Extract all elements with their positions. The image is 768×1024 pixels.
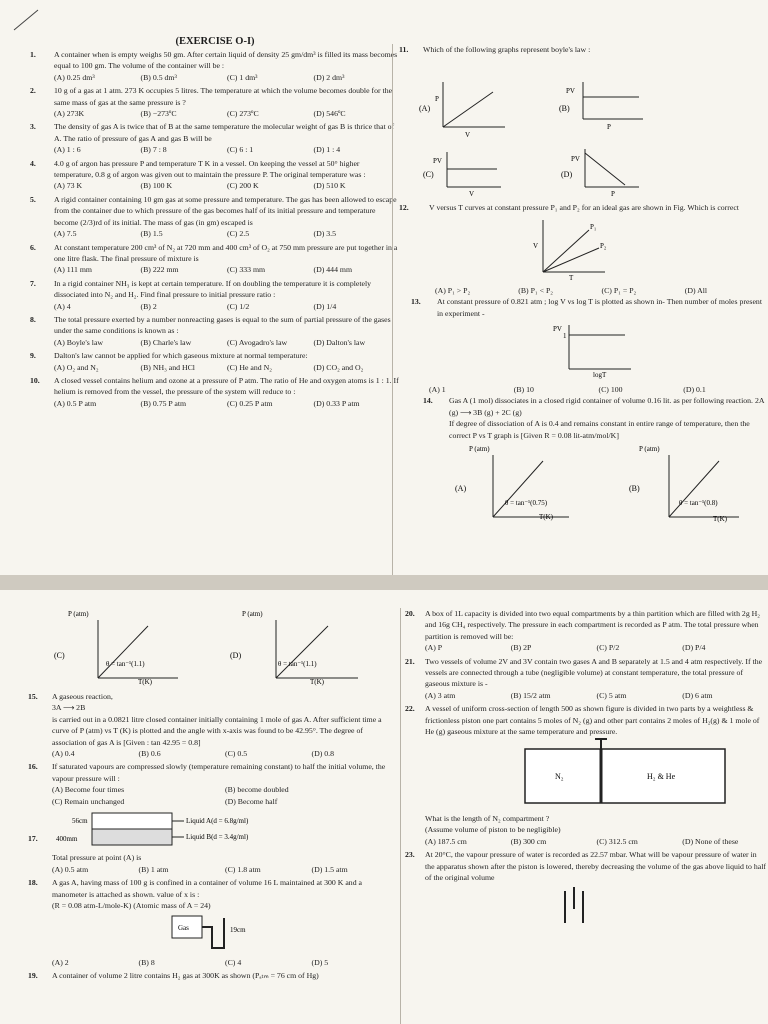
question-number: 5.	[30, 194, 36, 204]
question-3	[30, 121, 400, 155]
right-column	[392, 44, 768, 575]
question-4	[30, 158, 400, 192]
log-graph	[393, 321, 763, 379]
question-options	[54, 337, 400, 348]
curve-p1	[543, 230, 589, 272]
option[interactable]: (A) 2	[52, 957, 69, 967]
graph-c-line	[98, 626, 148, 678]
option[interactable]: (C) 100	[598, 385, 623, 395]
graph-a-x-label: V	[465, 131, 471, 140]
question-text-2: If degree of dissociation of A is 0.4 and remains constant in entire range of temperature, then the correct P vs T graph is [Given R = 0.08 lit-atm/mol/K]	[449, 419, 750, 440]
question-13	[393, 296, 768, 319]
graph-d-label: (D)	[230, 651, 242, 660]
question-text: 4.0 g of argon has pressure P and temperature T K in a vessel. On keeping the vessel at 50° higher temperature, 0.8 g of argon was given out to maintain the pressure P. The original temperature was :	[54, 158, 366, 180]
option[interactable]: (A) 0.5 atm	[52, 864, 89, 874]
question-text: Total pressure at point (A) is	[52, 853, 142, 863]
graph-d-angle: θ = tan⁻¹(1.1)	[278, 660, 317, 668]
q20-options	[425, 642, 768, 653]
question-1	[30, 49, 400, 83]
height-2-label: 400mm	[56, 835, 78, 844]
question-text: In a rigid container NH₃ is kept at certain temperature. If on doubling the temperature it is completely dissociated into N₂ and H₂. Find final pressure to initial pressure ratio :	[54, 278, 372, 300]
graph-d-x-label: P	[611, 190, 615, 198]
option[interactable]: (D) Dalton's law	[313, 337, 366, 347]
option[interactable]: (A) O₂ and N₂	[54, 362, 99, 372]
liquid-a-box	[92, 813, 172, 829]
reaction: 3A ⟶ 2B	[52, 703, 86, 713]
option[interactable]: (C) 4	[225, 957, 242, 967]
question-options	[54, 301, 400, 312]
option[interactable]: (B) 1 atm	[138, 864, 169, 874]
option[interactable]: (A) 7.5	[54, 229, 77, 239]
option[interactable]: (C) He and N₂	[227, 362, 272, 372]
question-number: 6.	[30, 242, 36, 252]
graph-c-label: (C)	[54, 651, 65, 660]
graph-b-y-label: PV	[566, 87, 575, 96]
question-text: A rigid container containing 10 gm gas at some pressure and temperature. The gas has been allowed to escape from the container due to which pressure of the gas becomes half of its initial pressure and temperature become (2/3)rd of its initial. The mass of gas (in gm) escaped is	[54, 194, 397, 227]
question-text: The total pressure exerted by a number nonreacting gases is equal to the sum of partial pressure of the gases under the same conditions is known as :	[54, 314, 391, 336]
option[interactable]: (B) P₁ < P₂	[518, 285, 553, 295]
option[interactable]: (B) 7 : 8	[140, 145, 167, 155]
option[interactable]: (A) 273K	[54, 109, 85, 119]
worksheet-page-bottom	[0, 590, 768, 1024]
option[interactable]: (B) become doubled	[225, 785, 289, 795]
question-list	[30, 49, 400, 409]
question-8	[30, 314, 400, 348]
option[interactable]: (B) 2	[140, 301, 157, 311]
graph-d-label: (D)	[561, 170, 573, 180]
option[interactable]: (D) 510 K	[313, 181, 346, 191]
question-9	[30, 350, 400, 373]
option[interactable]: (D) 6 atm	[682, 690, 713, 700]
question-text: Which of the following graphs represent boyle's law :	[423, 45, 591, 54]
graph-b-y-label: P (atm)	[639, 445, 660, 454]
liquid-a-label: Liquid A(d = 6.8g/ml)	[186, 817, 249, 826]
option[interactable]: (A) 73 K	[54, 181, 83, 191]
graph-b-angle: θ = tan⁻¹(0.8)	[679, 499, 718, 508]
option[interactable]: (C) Avogadro's law	[227, 337, 288, 347]
q13-options	[393, 384, 768, 395]
question-number: 15.	[28, 692, 38, 701]
question-text: A container when is empty weighs 50 gm. After certain liquid of density 25 gm/dm³ is filled its mass becomes equal to 100 gm. The volume of the container will be :	[54, 50, 398, 71]
option[interactable]: (D) 3.5	[313, 229, 337, 239]
question-number: 22.	[405, 704, 415, 714]
option[interactable]: (C) 333 mm	[227, 265, 266, 275]
option[interactable]: (D) 0.1	[683, 385, 706, 395]
graph-a-label: (A)	[455, 484, 467, 494]
option[interactable]: (B) 0.75 P atm	[140, 398, 187, 408]
pt-graphs-cd	[28, 608, 398, 686]
curve-p2	[543, 248, 599, 272]
question-text-2: is carried out in a 0.0821 litre closed container initially containing 1 mole of gas A. After sufficient time a curve of P (atm) vs T (K) is plotted and the angle with x-axis was found to be 42.95°. The degree of association of gas A is [Given : tan 42.95 = 0.8]	[52, 714, 382, 747]
question-text: V versus T curves at constant pressure P₁ and P₂ for an ideal gas are shown in Fig. Which is correct	[429, 203, 739, 213]
option[interactable]: (C) 2.5	[227, 229, 250, 239]
option[interactable]: (C) P₁ = P₂	[601, 285, 637, 295]
option[interactable]: (A) Become four times	[52, 785, 125, 795]
question-options	[54, 264, 400, 275]
option[interactable]: (C) 312.5 cm	[596, 836, 638, 846]
option[interactable]: (D) 1 : 4	[313, 145, 341, 155]
boyle-graphs	[393, 57, 763, 197]
question-number: 20.	[405, 609, 415, 618]
option[interactable]: (C) 1/2	[227, 301, 250, 311]
graph-c-y-label: PV	[433, 157, 442, 166]
question-text: If saturated vapours are compressed slowly (temperature remaining constant) to half the initial volume, the vapour pressure will :	[52, 762, 386, 783]
option[interactable]: (A) 4	[54, 301, 71, 311]
y-tick: 1	[563, 332, 567, 341]
question-number: 12.	[399, 203, 409, 213]
option[interactable]: (D) CO₂ and O₂	[313, 362, 364, 372]
option[interactable]: (B) 0.6	[138, 749, 161, 759]
option[interactable]: (A) 187.5 cm	[425, 836, 467, 846]
option[interactable]: (B) NH₃ and HCl	[140, 362, 195, 372]
q15-options	[52, 748, 398, 759]
option[interactable]: (B) 1.5	[140, 229, 163, 239]
question-text: At constant pressure of 0.821 atm ; log V vs log T is plotted as shown in- Then number of moles present in experiment -	[437, 297, 762, 318]
question-14	[393, 395, 768, 441]
question-17	[28, 809, 398, 875]
y-label: PV	[553, 325, 562, 334]
right-column	[400, 608, 768, 1024]
option[interactable]: (D) P/4	[682, 643, 706, 653]
graph-c-x-label: V	[469, 190, 475, 198]
option[interactable]: (C) 200 K	[227, 181, 259, 191]
q22-options	[425, 836, 768, 847]
question-text: At constant temperature 200 cm³ of N₂ at 720 mm and 400 cm³ of O₂ at 750 mm pressure are put together in a one litre flask. The final pressure of mixture is	[54, 242, 398, 263]
graph-b-line	[669, 461, 719, 517]
question-text: Dalton's law cannot be applied for which gaseous mixture at normal temperature:	[54, 351, 308, 361]
v-vs-t-graph	[393, 216, 763, 280]
question-15	[28, 691, 398, 759]
option[interactable]: (B) Charle's law	[140, 337, 192, 347]
q12-options	[393, 285, 768, 296]
question-number: 14.	[423, 396, 433, 406]
question-23	[401, 849, 768, 927]
question-options	[54, 108, 400, 119]
height-label: 19cm	[230, 925, 246, 934]
option[interactable]: (A) 111 mm	[54, 265, 92, 275]
question-6	[30, 242, 400, 276]
option[interactable]: (D) Become half	[225, 796, 278, 806]
question-number: 8.	[30, 314, 36, 324]
question-2	[30, 85, 400, 119]
graph-d-y-label: PV	[571, 155, 580, 164]
graph-a-angle: θ = tan⁻¹(0.75)	[505, 499, 548, 508]
height-1-label: 56cm	[72, 817, 88, 826]
right-compartment-label: H₂ & He	[647, 772, 676, 782]
q21-options	[425, 690, 768, 701]
question-21	[401, 656, 768, 702]
question-options	[54, 72, 400, 83]
piston-apparatus-diagram	[425, 883, 755, 923]
graph-b-x-label: P	[607, 123, 611, 132]
liquid-b-box	[92, 829, 172, 845]
graph-c-angle: θ = tan⁻¹(1.1)	[106, 660, 145, 668]
question-7	[30, 278, 400, 312]
option[interactable]: (B) 222 mm	[140, 265, 179, 275]
option[interactable]: (D) 1/4	[313, 301, 337, 311]
question-text: A closed vessel contains helium and ozone at a pressure of P atm. The ratio of He and oxygen atoms is 1 : 1. If helium is removed from the vessel, the pressure of the system will reduce to :	[54, 375, 399, 397]
option[interactable]: (A) 0.5 P atm	[54, 398, 97, 408]
q18-options	[52, 957, 398, 968]
option[interactable]: (B) 2P	[510, 643, 532, 653]
question-number: 10.	[30, 375, 40, 385]
option[interactable]: (D) 2 dm³	[313, 72, 345, 82]
question-text: The density of gas A is twice that of B at the same temperature the molecular weight of gas B is thrice that of A. The ratio of pressure of gas A and gas B will be	[54, 122, 395, 143]
x-label: T	[569, 273, 574, 280]
curve-p1-label: P₁	[590, 222, 597, 231]
graph-b-label: (B)	[559, 104, 570, 114]
option[interactable]: (B) 10	[513, 385, 534, 395]
question-options	[54, 398, 400, 409]
graph-a-label: (A)	[419, 104, 431, 114]
question-number: 9.	[30, 351, 36, 361]
option[interactable]: (C) 5 atm	[596, 690, 627, 700]
option[interactable]: (C) 6 : 1	[227, 145, 254, 155]
pt-graphs-ab	[393, 443, 763, 523]
question-20	[401, 608, 768, 654]
question-text-2: (R = 0.08 atm-L/mole-K) (Atomic mass of A = 24)	[52, 901, 211, 911]
question-number: 23.	[405, 850, 415, 860]
graph-a-curve	[443, 92, 493, 127]
option[interactable]: (A) P	[425, 643, 443, 653]
piston-vessel-diagram	[425, 737, 755, 809]
question-number: 11.	[399, 45, 409, 54]
graph-b-x-label: T(K)	[713, 515, 727, 524]
left-column	[30, 36, 400, 575]
liquid-b-label: Liquid B(d = 3.4g/ml)	[186, 833, 249, 842]
question-5	[30, 194, 400, 240]
option[interactable]: (C) 273ºC	[227, 109, 259, 119]
graph-b-label: (B)	[629, 484, 640, 494]
question-number: 17.	[28, 834, 38, 844]
option[interactable]: (A) Boyle's law	[54, 337, 104, 347]
option[interactable]: (D) None of these	[682, 836, 739, 846]
question-text: A vessel of uniform cross-section of length 500 as shown figure is divided in two parts by a weightless & frictionless piston one part contains 5 moles of N₂ (g) and other part contains 2 moles of H₂(g) & 1 mole of He (g) gaseous mixture at the same temperature and pressure.	[425, 704, 760, 737]
question-number: 16.	[28, 762, 38, 772]
option[interactable]: (A) 1 : 6	[54, 145, 81, 155]
option[interactable]: (B) 100 K	[140, 181, 173, 191]
option[interactable]: (A) 1	[429, 385, 446, 395]
question-12	[393, 202, 768, 213]
question-text: Two vessels of volume 2V and 3V contain two gases A and B separately at 1.5 and 4 atm respectively. If the vessels are connected through a tube (negligible volume) at constant temperature, the total pressure of gaseous mixture is -	[425, 656, 763, 689]
option[interactable]: (A) 0.25 dm³	[54, 72, 95, 82]
question-text: Gas A (1 mol) dissociates in a closed rigid container of volume 0.16 lit. as per following reaction. 2A (g) ⟶ 3B (g) + 2C (g)	[449, 396, 765, 417]
option[interactable]: (B) 300 cm	[510, 836, 547, 846]
graph-c-x-label: T(K)	[138, 678, 152, 686]
question-number: 7.	[30, 278, 36, 288]
left-compartment-label: N₂	[555, 772, 564, 782]
graph-d-curve	[585, 153, 625, 185]
option[interactable]: (D) 5	[311, 957, 329, 967]
question-options	[54, 180, 400, 191]
graph-d-x-label: T(K)	[310, 678, 324, 686]
graph-c-y-label: P (atm)	[68, 610, 89, 618]
u-tube	[202, 918, 224, 948]
question-number: 1.	[30, 50, 36, 59]
exercise-title: (EXERCISE O-I)	[175, 36, 255, 47]
y-label: V	[533, 241, 539, 250]
graph-a-x-label: T(K)	[539, 513, 553, 522]
option[interactable]: (C) 0.5	[225, 749, 248, 759]
question-text: A box of 1L capacity is divided into two equal compartments by a thin partition which are filled with 2g H₂ and 16g CH₄ respectively. The pressure in each compartment is recorded as P atm. The total pressure when partition is removed will be:	[425, 609, 761, 641]
question-text: A gaseous reaction,	[52, 692, 113, 701]
graph-c-label: (C)	[423, 170, 434, 180]
graph-a-line	[493, 461, 543, 517]
option[interactable]: (D) 1.5 atm	[311, 864, 348, 874]
question-number: 3.	[30, 122, 36, 132]
graph-a-y-label: P (atm)	[469, 445, 490, 454]
question-16	[28, 761, 398, 807]
q17-options	[52, 864, 398, 875]
q16-options	[52, 784, 398, 807]
option[interactable]: (D) All	[684, 285, 708, 295]
option[interactable]: (B) −273ºC	[140, 109, 177, 119]
question-19	[28, 970, 398, 981]
option[interactable]: (A) P₁ > P₂	[435, 285, 471, 295]
question-text: At 20°C, the vapour pressure of water is recorded as 22.57 mbar. What will be vapour pressure of water in the apparatus shown after the piston is lowered, thereby decreasing the volume of the gas above liquid to half of the original volume	[425, 850, 767, 882]
question-ask: What is the length of N₂ compartment ?	[425, 813, 550, 823]
option[interactable]: (D) 0.33 P atm	[313, 398, 360, 408]
question-22	[401, 703, 768, 847]
curve-p2-label: P₂	[600, 241, 607, 250]
manometer-diagram	[52, 912, 352, 954]
liquid-column-diagram	[52, 809, 352, 849]
question-text: A container of volume 2 litre contains H₂ gas at 300K as shown (Pₐₜₘ = 76 cm of Hg)	[52, 971, 319, 981]
gas-label: Gas	[178, 923, 189, 932]
question-number: 2.	[30, 86, 36, 96]
option[interactable]: (C) 1 dm³	[227, 72, 258, 82]
option[interactable]: (C) Remain unchanged	[52, 796, 125, 806]
question-options	[54, 144, 400, 155]
question-number: 13.	[411, 297, 421, 307]
question-number: 21.	[405, 656, 415, 666]
x-label: logT	[593, 371, 607, 380]
question-options	[54, 362, 400, 373]
option[interactable]: (D) 444 mm	[313, 265, 353, 275]
option[interactable]: (D) 546ºC	[313, 109, 346, 119]
pen-mark-icon	[12, 6, 42, 32]
graph-d-y-label: P (atm)	[242, 610, 263, 618]
question-number: 4.	[30, 158, 36, 168]
option[interactable]: (B) 15/2 atm	[510, 690, 551, 700]
question-number: 19.	[28, 971, 38, 981]
option[interactable]: (C) P/2	[596, 643, 620, 653]
option[interactable]: (C) 1.8 atm	[225, 864, 261, 874]
option[interactable]: (A) 0.4	[52, 749, 75, 759]
question-number: 18.	[28, 878, 38, 888]
graph-d-line	[276, 626, 328, 678]
question-text: 10 g of a gas at 1 atm. 273 K occupies 5 litres. The temperature at which the volume becomes double for the same mass of gas at the same pressure is ?	[54, 86, 393, 107]
option[interactable]: (B) 8	[138, 957, 155, 967]
question-11	[393, 44, 768, 55]
question-18	[28, 877, 398, 968]
option[interactable]: (B) 0.5 dm³	[140, 72, 177, 82]
question-10	[30, 375, 400, 409]
option[interactable]: (C) 0.25 P atm	[227, 398, 273, 408]
question-options	[54, 228, 400, 239]
question-text: A gas A, having mass of 100 g is confined in a container of volume 16 L maintained at 300 K and a manometer is attached as shown. value of x is :	[52, 878, 363, 899]
question-note: (Assume volume of piston to be negligible)	[425, 825, 561, 835]
left-column	[28, 608, 398, 1024]
graph-a-y-label: P	[435, 95, 439, 104]
option[interactable]: (A) 3 atm	[425, 690, 456, 700]
option[interactable]: (D) 0.8	[311, 749, 335, 759]
